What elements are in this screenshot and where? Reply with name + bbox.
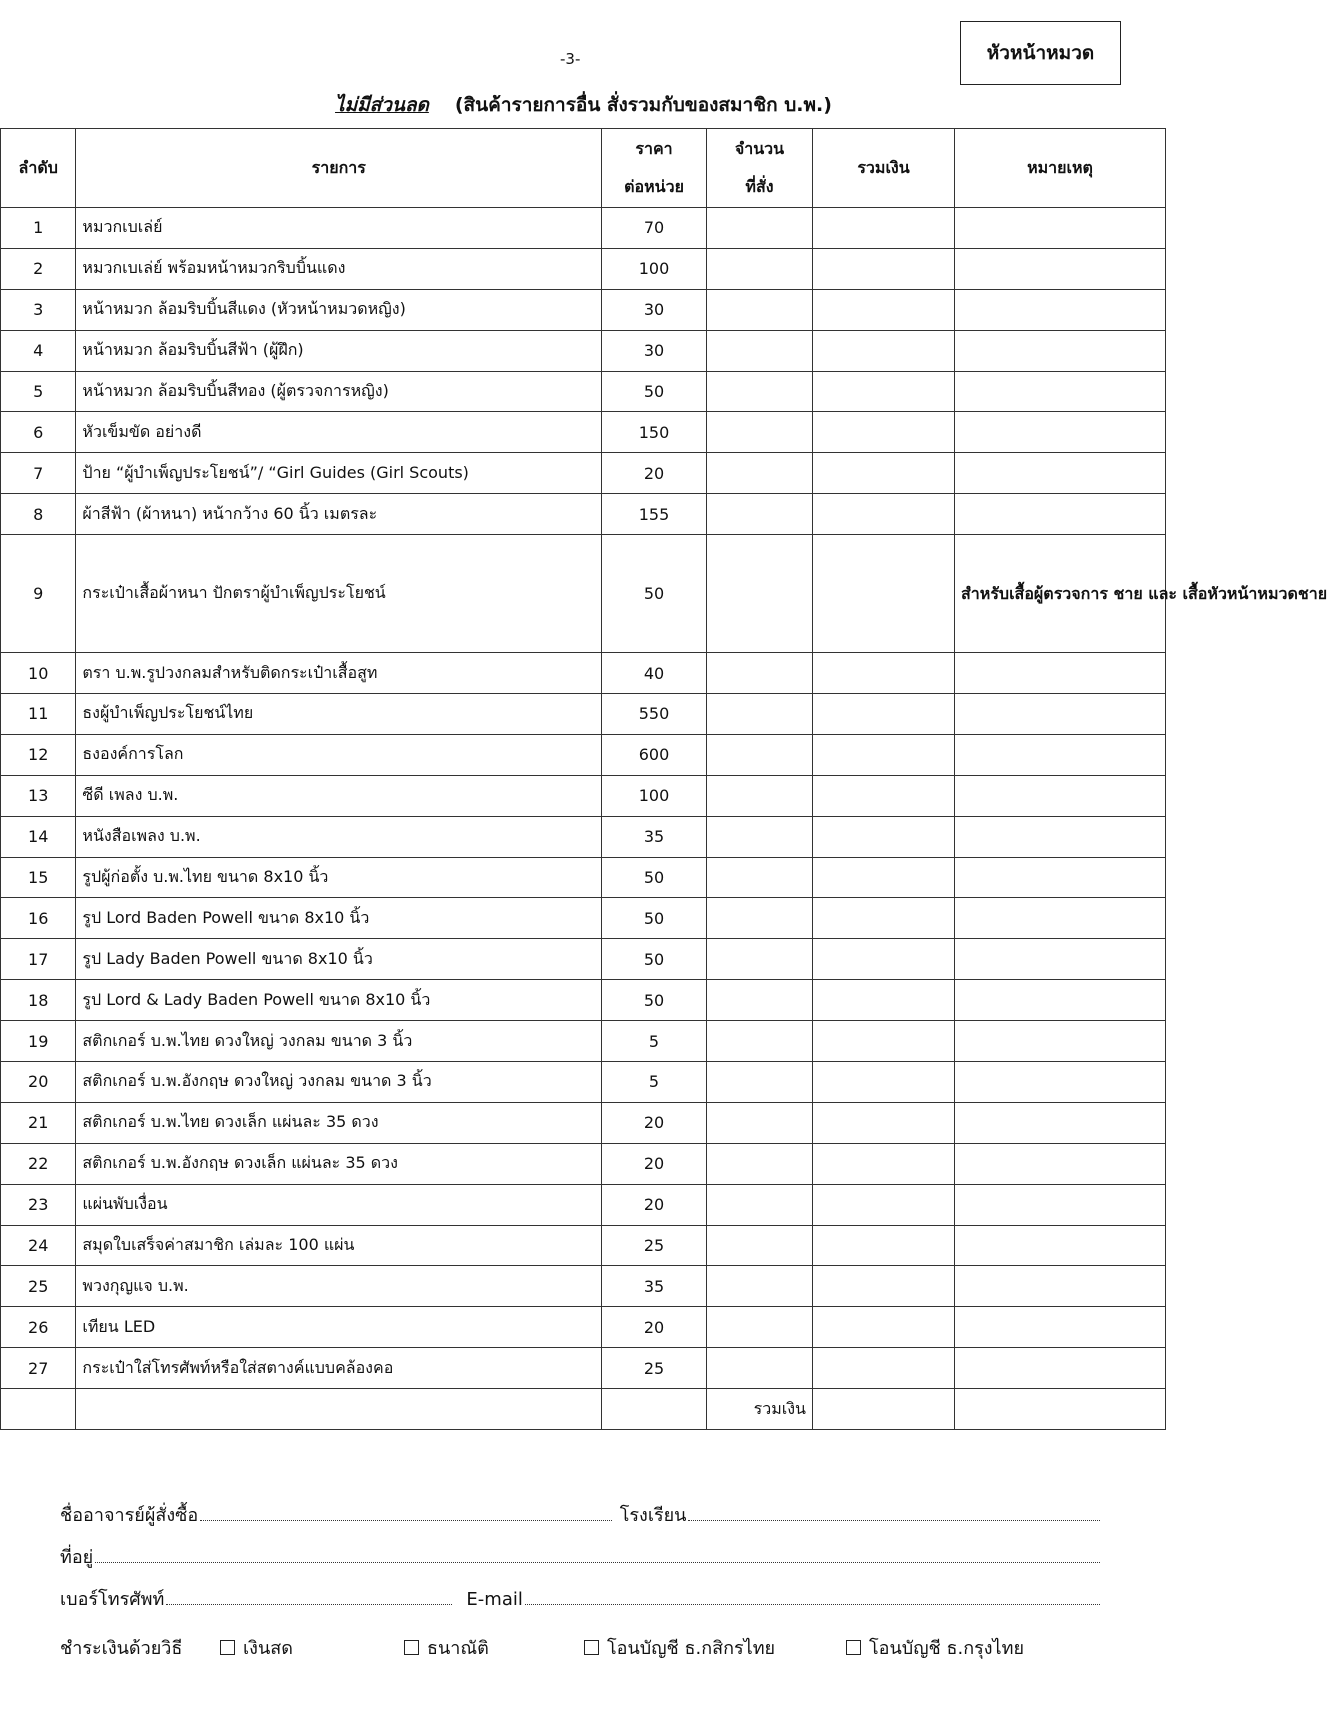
row-no: 15 <box>1 857 76 898</box>
row-total-field[interactable] <box>812 248 954 289</box>
row-item: หนังสือเพลง บ.พ. <box>76 816 602 857</box>
row-no: 27 <box>1 1348 76 1389</box>
payment-option-money-order-label: ธนาณัติ <box>427 1637 489 1659</box>
row-note <box>955 330 1166 371</box>
row-note <box>955 1348 1166 1389</box>
row-item: ธงผู้บำเพ็ญประโยชน์ไทย <box>76 694 602 735</box>
row-total-field[interactable] <box>812 775 954 816</box>
row-price: 50 <box>602 898 707 939</box>
row-total-field[interactable] <box>812 535 954 653</box>
row-price: 35 <box>602 816 707 857</box>
row-qty-field[interactable] <box>706 1062 812 1103</box>
address-line <box>60 1542 1100 1584</box>
row-item: เทียน LED <box>76 1307 602 1348</box>
row-item: แผ่นพับเงื่อน <box>76 1184 602 1225</box>
row-price: 50 <box>602 939 707 980</box>
row-total-field[interactable] <box>812 939 954 980</box>
email-field[interactable] <box>525 1590 1100 1605</box>
row-no: 7 <box>1 453 76 494</box>
row-note <box>955 939 1166 980</box>
school-field[interactable] <box>688 1506 1100 1521</box>
payment-option-krungthai-label: โอนบัญชี ธ.กรุงไทย <box>869 1637 1025 1659</box>
row-total-field[interactable] <box>812 1348 954 1389</box>
table-row <box>1 980 1166 1021</box>
row-price: 50 <box>602 857 707 898</box>
row-item: หน้าหมวก ล้อมริบบิ้นสีฟ้า (ผู้ฝึก) <box>76 330 602 371</box>
row-price: 30 <box>602 330 707 371</box>
row-item: สติกเกอร์ บ.พ.ไทย ดวงเล็ก แผ่นละ 35 ดวง <box>76 1102 602 1143</box>
row-note <box>955 208 1166 249</box>
row-note <box>955 1184 1166 1225</box>
total-row <box>1 1389 1166 1430</box>
row-note <box>955 289 1166 330</box>
table-row <box>1 1307 1166 1348</box>
row-qty-field[interactable] <box>706 1307 812 1348</box>
table-row <box>1 208 1166 249</box>
total-label: รวมเงิน <box>706 1389 812 1430</box>
row-qty-field[interactable] <box>706 898 812 939</box>
checkbox-icon[interactable] <box>584 1640 599 1655</box>
row-price: 30 <box>602 289 707 330</box>
row-qty-field[interactable] <box>706 371 812 412</box>
row-qty-field[interactable] <box>706 1102 812 1143</box>
row-qty-field[interactable] <box>706 330 812 371</box>
row-no: 5 <box>1 371 76 412</box>
row-note: สำหรับเสื้อผู้ตรวจการ ชาย และ เสื้อหัวหน้าหมวดชาย <box>955 535 1166 653</box>
row-total-field[interactable] <box>812 734 954 775</box>
row-no: 10 <box>1 653 76 694</box>
row-qty-field[interactable] <box>706 1143 812 1184</box>
row-note <box>955 1225 1166 1266</box>
total-row-blank <box>955 1389 1166 1430</box>
address-field[interactable] <box>95 1548 1100 1563</box>
row-qty-field[interactable] <box>706 1348 812 1389</box>
row-qty-field[interactable] <box>706 248 812 289</box>
row-no: 23 <box>1 1184 76 1225</box>
table-row <box>1 1225 1166 1266</box>
table-row <box>1 1062 1166 1103</box>
row-price: 25 <box>602 1348 707 1389</box>
row-no: 22 <box>1 1143 76 1184</box>
row-total-field[interactable] <box>812 1266 954 1307</box>
row-note <box>955 1021 1166 1062</box>
table-row <box>1 1102 1166 1143</box>
row-note <box>955 694 1166 735</box>
row-price: 20 <box>602 1307 707 1348</box>
row-qty-field[interactable] <box>706 289 812 330</box>
total-row-blank <box>1 1389 76 1430</box>
row-item: รูป Lord Baden Powell ขนาด 8x10 นิ้ว <box>76 898 602 939</box>
row-no: 6 <box>1 412 76 453</box>
row-price: 50 <box>602 371 707 412</box>
row-price: 100 <box>602 248 707 289</box>
row-note <box>955 775 1166 816</box>
table-row <box>1 1021 1166 1062</box>
row-note <box>955 1062 1166 1103</box>
row-item: หน้าหมวก ล้อมริบบิ้นสีแดง (หัวหน้าหมวดหญิง) <box>76 289 602 330</box>
row-item: ตรา บ.พ.รูปวงกลมสำหรับติดกระเป๋าเสื้อสูท <box>76 653 602 694</box>
row-price: 70 <box>602 208 707 249</box>
teacher-label: ชื่ออาจารย์ผู้สั่งซื้อ <box>60 1505 199 1526</box>
row-price: 40 <box>602 653 707 694</box>
row-total-field[interactable] <box>812 208 954 249</box>
table-row <box>1 816 1166 857</box>
row-no: 4 <box>1 330 76 371</box>
row-note <box>955 1143 1166 1184</box>
row-total-field[interactable] <box>812 1143 954 1184</box>
row-qty-field[interactable] <box>706 816 812 857</box>
total-row-blank <box>76 1389 602 1430</box>
total-row-blank <box>602 1389 707 1430</box>
checkbox-icon[interactable] <box>846 1640 861 1655</box>
page-title <box>0 90 1167 120</box>
row-total-field[interactable] <box>812 1102 954 1143</box>
row-total-field[interactable] <box>812 1307 954 1348</box>
row-total-field[interactable] <box>812 289 954 330</box>
row-item: สติกเกอร์ บ.พ.ไทย ดวงใหญ่ วงกลม ขนาด 3 นิ้ว <box>76 1021 602 1062</box>
row-item: พวงกุญแจ บ.พ. <box>76 1266 602 1307</box>
row-total-field[interactable] <box>812 857 954 898</box>
row-total-field[interactable] <box>812 816 954 857</box>
row-no: 8 <box>1 494 76 535</box>
row-no: 11 <box>1 694 76 735</box>
table-row <box>1 494 1166 535</box>
row-item: หัวเข็มขัด อย่างดี <box>76 412 602 453</box>
row-qty-field[interactable] <box>706 775 812 816</box>
payment-option-kasikorn-label: โอนบัญชี ธ.กสิกรไทย <box>607 1637 776 1659</box>
table-row <box>1 289 1166 330</box>
row-no: 20 <box>1 1062 76 1103</box>
row-item: หมวกเบเล่ย์ <box>76 208 602 249</box>
row-qty-field[interactable] <box>706 980 812 1021</box>
row-no: 17 <box>1 939 76 980</box>
row-qty-field[interactable] <box>706 1266 812 1307</box>
row-total-field[interactable] <box>812 453 954 494</box>
teacher-name-field[interactable] <box>200 1506 612 1521</box>
row-item: ป้าย “ผู้บำเพ็ญประโยชน์”/ “Girl Guides (Girl Scouts) <box>76 453 602 494</box>
payment-line <box>60 1626 1100 1668</box>
row-qty-field[interactable] <box>706 857 812 898</box>
row-item: ธงองค์การโลก <box>76 734 602 775</box>
payment-option-cash[interactable] <box>220 1633 404 1662</box>
header-price-line2: ต่อหน่วย <box>624 177 684 196</box>
row-note <box>955 1266 1166 1307</box>
row-price: 25 <box>602 1225 707 1266</box>
row-note <box>955 412 1166 453</box>
row-item: รูป Lord & Lady Baden Powell ขนาด 8x10 นิ้ว <box>76 980 602 1021</box>
row-qty-field[interactable] <box>706 453 812 494</box>
table-row <box>1 330 1166 371</box>
table-row <box>1 1143 1166 1184</box>
phone-field[interactable] <box>166 1590 452 1605</box>
checkbox-icon[interactable] <box>404 1640 419 1655</box>
row-item: รูป Lady Baden Powell ขนาด 8x10 นิ้ว <box>76 939 602 980</box>
table-row <box>1 371 1166 412</box>
row-no: 12 <box>1 734 76 775</box>
row-no: 2 <box>1 248 76 289</box>
row-qty-field[interactable] <box>706 694 812 735</box>
header-price-line1: ราคา <box>635 139 673 158</box>
header-item: รายการ <box>76 129 602 208</box>
grand-total-field[interactable] <box>812 1389 954 1430</box>
table-row <box>1 453 1166 494</box>
row-qty-field[interactable] <box>706 208 812 249</box>
payment-option-money-order[interactable] <box>404 1633 584 1662</box>
order-table <box>0 128 1327 1430</box>
row-qty-field[interactable] <box>706 939 812 980</box>
row-no: 14 <box>1 816 76 857</box>
row-item: สติกเกอร์ บ.พ.อังกฤษ ดวงเล็ก แผ่นละ 35 ดวง <box>76 1143 602 1184</box>
row-note <box>955 371 1166 412</box>
payment-option-kasikorn[interactable] <box>584 1633 846 1662</box>
table-row <box>1 694 1166 735</box>
row-note <box>955 653 1166 694</box>
row-qty-field[interactable] <box>706 1184 812 1225</box>
row-total-field[interactable] <box>812 980 954 1021</box>
row-total-field[interactable] <box>812 1062 954 1103</box>
phone-label: เบอร์โทรศัพท์ <box>60 1589 165 1610</box>
row-item: กระเป๋าเสื้อผ้าหนา ปักตราผู้บำเพ็ญประโยชน์ <box>76 535 602 653</box>
header-qty-line2: ที่สั่ง <box>745 177 774 196</box>
row-price: 20 <box>602 1184 707 1225</box>
row-price: 35 <box>602 1266 707 1307</box>
table-row <box>1 535 1166 653</box>
payment-label: ชำระเงินด้วยวิธี <box>60 1637 183 1659</box>
row-total-field[interactable] <box>812 494 954 535</box>
row-note <box>955 898 1166 939</box>
row-no: 19 <box>1 1021 76 1062</box>
row-note <box>955 248 1166 289</box>
phone-email-line <box>60 1584 1100 1626</box>
row-no: 1 <box>1 208 76 249</box>
row-price: 600 <box>602 734 707 775</box>
row-item: หน้าหมวก ล้อมริบบิ้นสีทอง (ผู้ตรวจการหญิง) <box>76 371 602 412</box>
table-row <box>1 939 1166 980</box>
row-qty-field[interactable] <box>706 494 812 535</box>
table-row <box>1 1184 1166 1225</box>
row-note <box>955 1307 1166 1348</box>
title-description: (สินค้ารายการอื่น สั่งรวมกับของสมาชิก บ.พ.) <box>454 94 832 116</box>
table-row <box>1 1348 1166 1389</box>
address-label: ที่อยู่ <box>60 1547 94 1568</box>
row-price: 20 <box>602 453 707 494</box>
row-no: 24 <box>1 1225 76 1266</box>
page-number: -3- <box>560 50 581 68</box>
row-total-field[interactable] <box>812 694 954 735</box>
row-item: หมวกเบเล่ย์ พร้อมหน้าหมวกริบบิ้นแดง <box>76 248 602 289</box>
header-qty <box>706 129 812 208</box>
table-row <box>1 857 1166 898</box>
table-row <box>1 734 1166 775</box>
header-no: ลำดับ <box>1 129 76 208</box>
row-note <box>955 1102 1166 1143</box>
table-row <box>1 653 1166 694</box>
row-note <box>955 857 1166 898</box>
row-total-field[interactable] <box>812 412 954 453</box>
row-item: ซีดี เพลง บ.พ. <box>76 775 602 816</box>
row-note <box>955 453 1166 494</box>
row-item: รูปผู้ก่อตั้ง บ.พ.ไทย ขนาด 8x10 นิ้ว <box>76 857 602 898</box>
payment-option-cash-label: เงินสด <box>243 1637 293 1659</box>
row-item: ผ้าสีฟ้า (ผ้าหนา) หน้ากว้าง 60 นิ้ว เมตรละ <box>76 494 602 535</box>
row-no: 25 <box>1 1266 76 1307</box>
header-total: รวมเงิน <box>812 129 954 208</box>
row-price: 50 <box>602 535 707 653</box>
checkbox-icon[interactable] <box>220 1640 235 1655</box>
header-box-label: หัวหน้าหมวด <box>960 21 1121 85</box>
row-qty-field[interactable] <box>706 1021 812 1062</box>
row-price: 5 <box>602 1062 707 1103</box>
row-note <box>955 734 1166 775</box>
row-no: 9 <box>1 535 76 653</box>
row-qty-field[interactable] <box>706 412 812 453</box>
table-row <box>1 248 1166 289</box>
row-total-field[interactable] <box>812 1184 954 1225</box>
row-no: 16 <box>1 898 76 939</box>
row-total-field[interactable] <box>812 1225 954 1266</box>
row-no: 3 <box>1 289 76 330</box>
table-row <box>1 775 1166 816</box>
email-label: E-mail <box>466 1589 523 1610</box>
order-form <box>60 1500 1100 1668</box>
row-price: 20 <box>602 1102 707 1143</box>
row-price: 5 <box>602 1021 707 1062</box>
row-item: สมุดใบเสร็จค่าสมาชิก เล่มละ 100 แผ่น <box>76 1225 602 1266</box>
row-total-field[interactable] <box>812 1021 954 1062</box>
school-label: โรงเรียน <box>619 1505 687 1526</box>
header-price <box>602 129 707 208</box>
header-note: หมายเหตุ <box>955 129 1166 208</box>
row-note <box>955 980 1166 1021</box>
row-total-field[interactable] <box>812 898 954 939</box>
row-item: กระเป๋าใส่โทรศัพท์หรือใส่สตางค์แบบคล้องคอ <box>76 1348 602 1389</box>
row-price: 550 <box>602 694 707 735</box>
row-qty-field[interactable] <box>706 1225 812 1266</box>
row-price: 100 <box>602 775 707 816</box>
payment-option-krungthai[interactable] <box>846 1633 1024 1662</box>
row-qty-field[interactable] <box>706 535 812 653</box>
title-no-discount: ไม่มีส่วนลด <box>335 94 429 116</box>
row-qty-field[interactable] <box>706 653 812 694</box>
row-no: 26 <box>1 1307 76 1348</box>
row-note <box>955 494 1166 535</box>
row-price: 155 <box>602 494 707 535</box>
row-no: 13 <box>1 775 76 816</box>
teacher-school-line <box>60 1500 1100 1542</box>
table-row <box>1 412 1166 453</box>
row-price: 20 <box>602 1143 707 1184</box>
table-row <box>1 898 1166 939</box>
table-header-row <box>1 129 1166 208</box>
header-qty-line1: จำนวน <box>734 139 785 158</box>
row-price: 50 <box>602 980 707 1021</box>
row-no: 21 <box>1 1102 76 1143</box>
table-row <box>1 1266 1166 1307</box>
row-item: สติกเกอร์ บ.พ.อังกฤษ ดวงใหญ่ วงกลม ขนาด 3 นิ้ว <box>76 1062 602 1103</box>
row-total-field[interactable] <box>812 653 954 694</box>
row-no: 18 <box>1 980 76 1021</box>
row-price: 150 <box>602 412 707 453</box>
row-total-field[interactable] <box>812 330 954 371</box>
row-qty-field[interactable] <box>706 734 812 775</box>
row-note <box>955 816 1166 857</box>
row-total-field[interactable] <box>812 371 954 412</box>
